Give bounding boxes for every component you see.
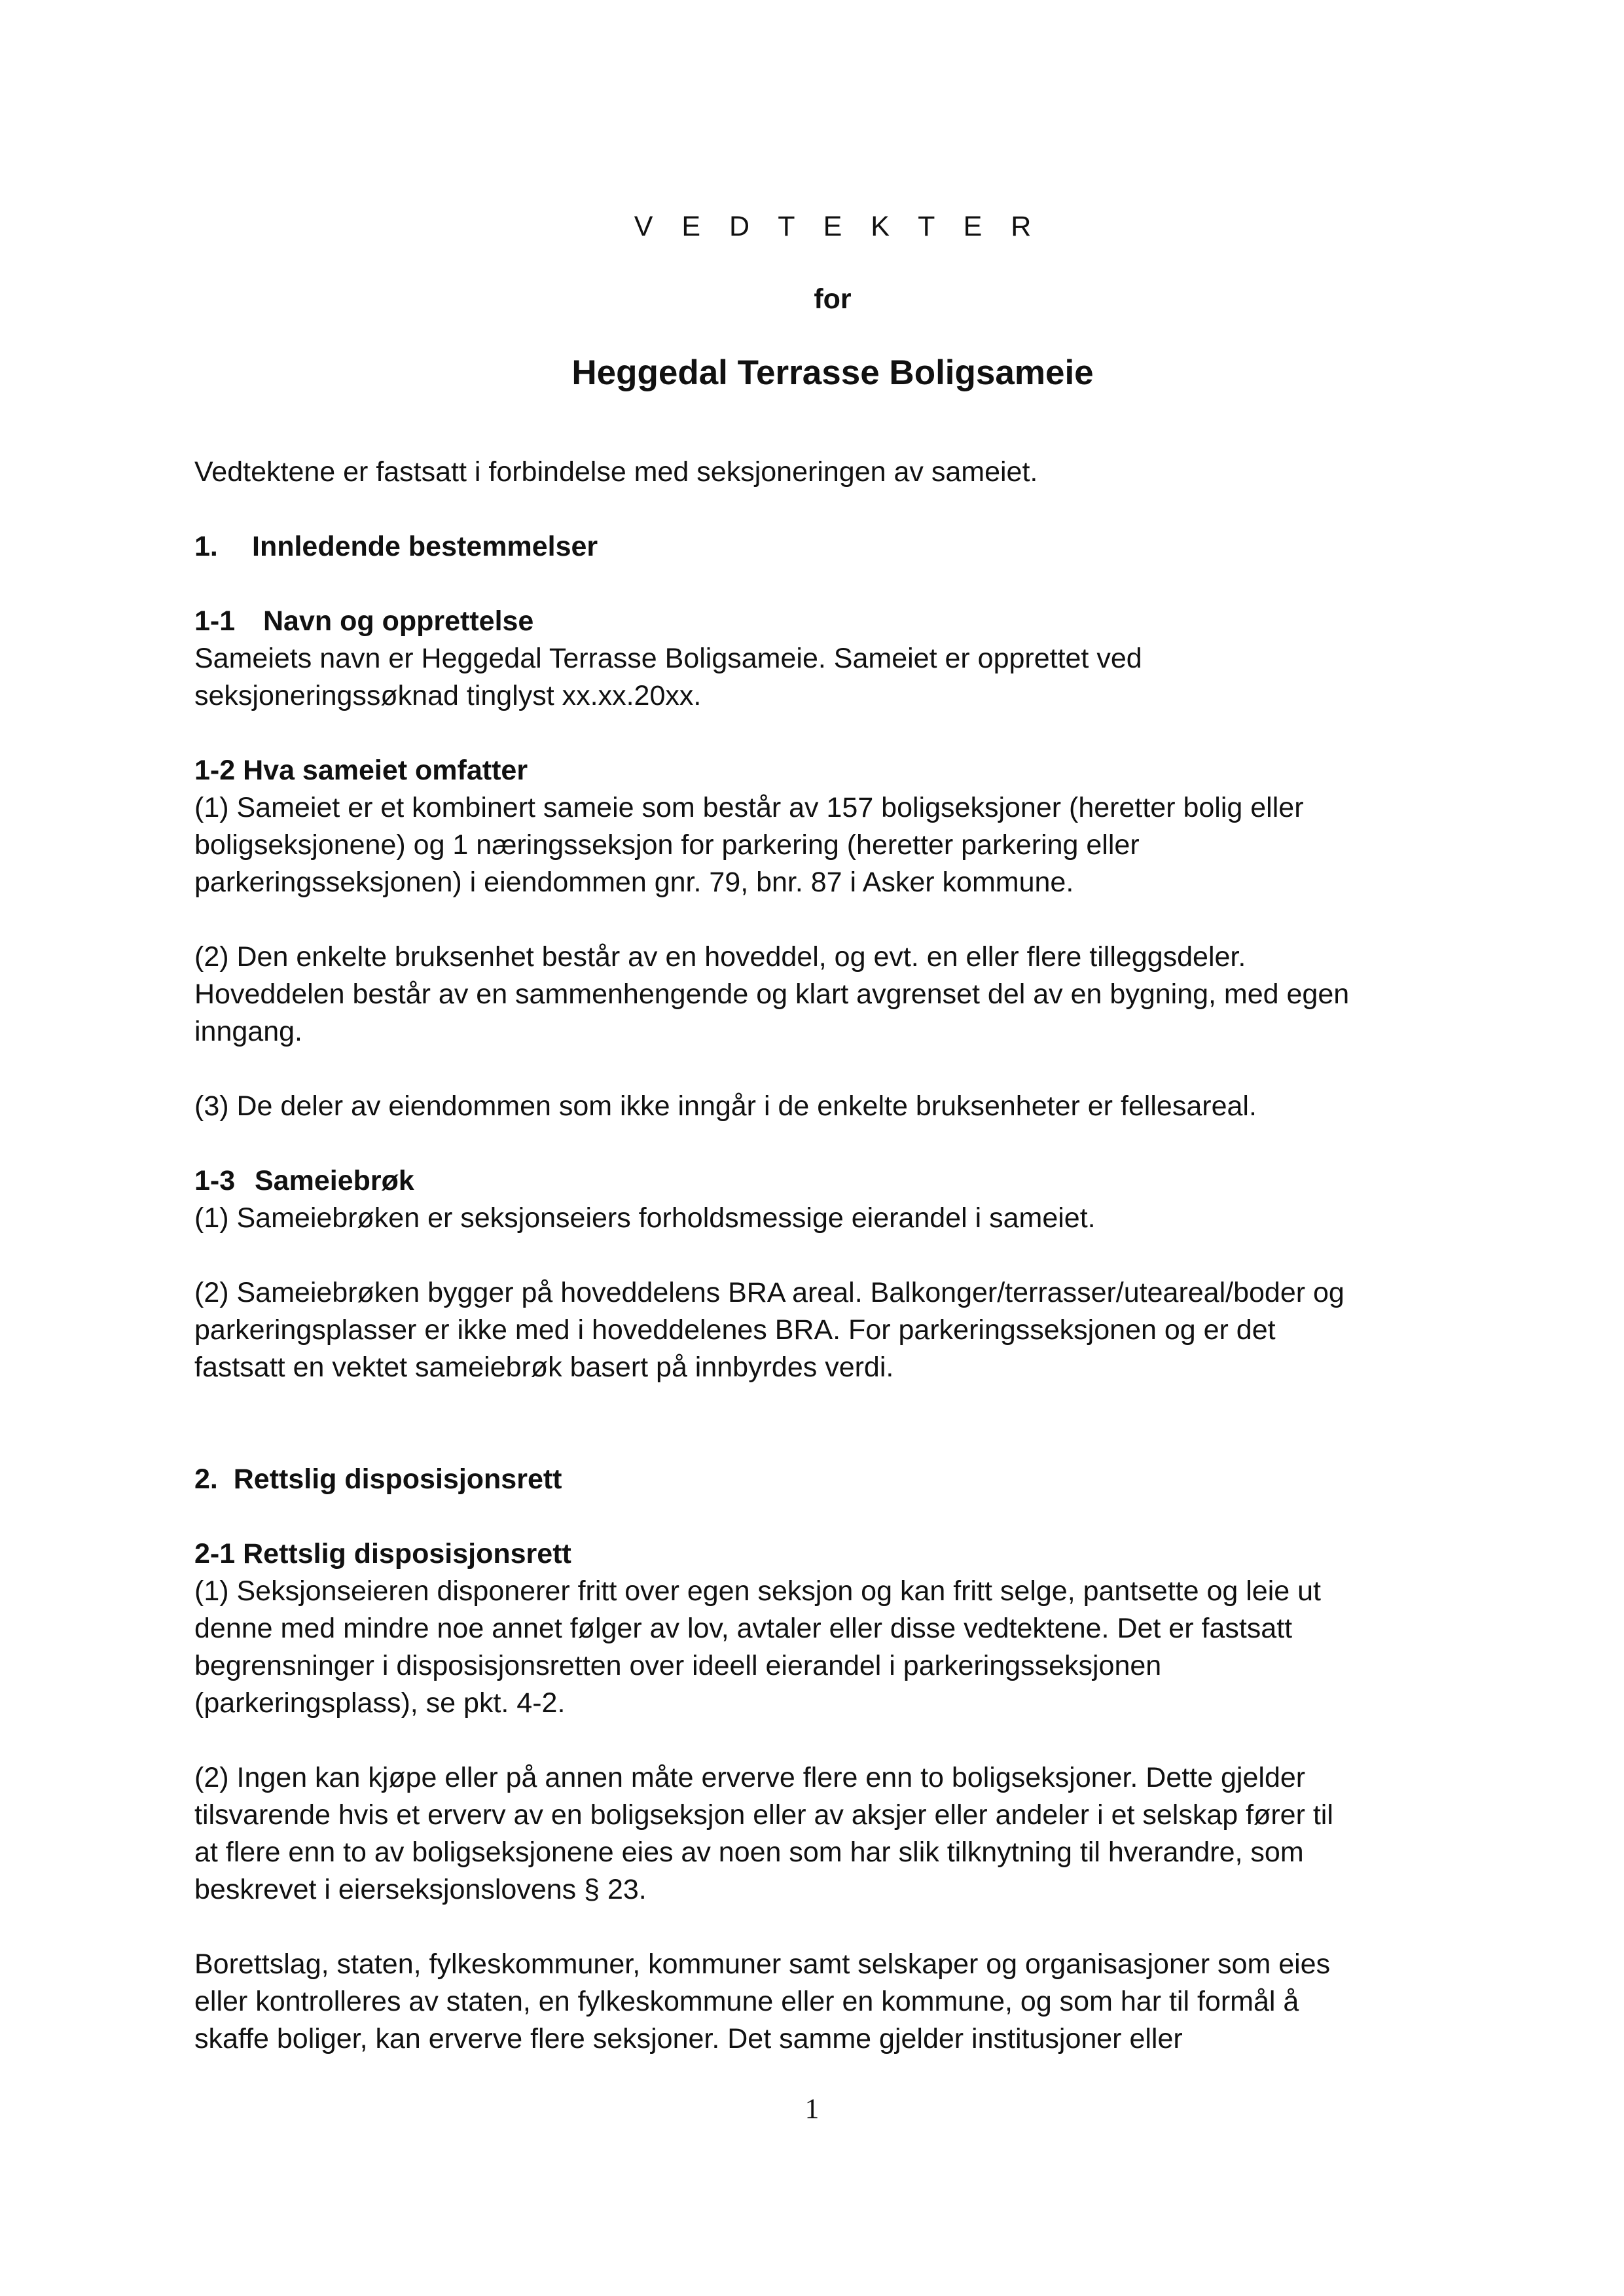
text-line: (parkeringsplass), se pkt. 4-2.	[194, 1687, 566, 1719]
subsection-1-2-paragraph-3	[194, 1088, 1471, 1125]
page-number: 1	[804, 2094, 820, 2125]
subsection-1-3-paragraph-2	[194, 1274, 1471, 1386]
text-line: at flere enn to av boligseksjonene eies av noen som har slik tilknytning til hverandre, som	[194, 1837, 1304, 1868]
text-line: fastsatt en vektet sameiebrøk basert på innbyrdes verdi.	[194, 1352, 894, 1383]
subsection-1-3-heading	[194, 1162, 1471, 1200]
text-line: (2) Sameiebrøken bygger på hoveddelens BRA areal. Balkonger/terrasser/uteareal/boder og	[194, 1277, 1344, 1308]
subsection-1-2-heading: 1-2 Hva sameiet omfatter	[194, 755, 528, 786]
document-title: V E D T E K T E R	[634, 211, 1042, 242]
text-line: parkeringsplasser er ikke med i hoveddelenes BRA. For parkeringsseksjonen og er det	[194, 1314, 1276, 1346]
text-line: begrensninger i disposisjonsretten over ideell eierandel i parkeringsseksjonen	[194, 1650, 1162, 1681]
text-line: tilsvarende hvis et erverv av en boligseksjon eller av aksjer eller andeler i et selskap fører til	[194, 1799, 1333, 1831]
document-for-line: for	[814, 283, 852, 315]
text-line: beskrevet i eierseksjonslovens § 23.	[194, 1874, 647, 1905]
subsection-1-1-number: 1-1	[194, 605, 236, 637]
section-1-number: 1.	[194, 531, 218, 562]
text-line: (2) Ingen kan kjøpe eller på annen måte erverve flere enn to boligseksjoner. Dette gjelder	[194, 1762, 1306, 1793]
text-line: Sameiets navn er Heggedal Terrasse Boligsameie. Sameiet er opprettet ved	[194, 643, 1142, 674]
subsection-2-1-paragraph-1	[194, 1573, 1471, 1722]
text-line: (1) Sameiebrøken er seksjonseiers forholdsmessige eierandel i sameiet.	[194, 1202, 1096, 1234]
subsection-2-1-paragraph-3	[194, 1946, 1471, 2058]
text-line: (2) Den enkelte bruksenhet består av en hoveddel, og evt. en eller flere tilleggsdeler.	[194, 941, 1246, 973]
text-line: Borettslag, staten, fylkeskommuner, kommuner samt selskaper og organisasjoner som eies	[194, 1948, 1331, 1980]
section-1-title: Innledende bestemmelser	[252, 531, 598, 562]
text-line: skaffe boliger, kan erverve flere seksjoner. Det samme gjelder institusjoner eller	[194, 2023, 1183, 2054]
subsection-1-3-title: Sameiebrøk	[255, 1165, 414, 1196]
text-line: (1) Seksjonseieren disponerer fritt over egen seksjon og kan fritt selge, pantsette og leie ut	[194, 1575, 1321, 1607]
subsection-2-1-heading: 2-1 Rettslig disposisjonsrett	[194, 1538, 571, 1570]
subsection-1-1-title: Navn og opprettelse	[263, 605, 534, 637]
text-line: (3) De deler av eiendommen som ikke inngår i de enkelte bruksenheter er fellesareal.	[194, 1090, 1257, 1122]
subsection-1-3-number: 1-3	[194, 1165, 236, 1196]
subsection-1-2-paragraph-1	[194, 789, 1471, 901]
subsection-1-3-paragraph-1	[194, 1200, 1471, 1237]
text-line: eller kontrolleres av staten, en fylkeskommune eller en kommune, og som har til formål å	[194, 1986, 1299, 2017]
section-2-heading: 2. Rettslig disposisjonsrett	[194, 1463, 562, 1495]
subsection-1-1-heading	[194, 603, 1471, 640]
document-body	[194, 208, 1471, 2058]
text-line: parkeringsseksjonen) i eiendommen gnr. 79, bnr. 87 i Asker kommune.	[194, 867, 1074, 898]
association-name: Heggedal Terrasse Boligsameie	[571, 353, 1094, 392]
text-line: (1) Sameiet er et kombinert sameie som består av 157 boligseksjoner (heretter bolig eller	[194, 792, 1304, 823]
text-line: seksjoneringssøknad tinglyst xx.xx.20xx.	[194, 680, 702, 711]
intro-paragraph: Vedtektene er fastsatt i forbindelse med seksjoneringen av sameiet.	[194, 456, 1038, 488]
text-line: Hoveddelen består av en sammenhengende og klart avgrenset del av en bygning, med egen	[194, 978, 1350, 1010]
text-line: inngang.	[194, 1016, 302, 1047]
subsection-1-1-text	[194, 640, 1471, 715]
text-line: denne med mindre noe annet følger av lov, avtaler eller disse vedtektene. Det er fastsatt	[194, 1613, 1293, 1644]
text-line: boligseksjonene) og 1 næringsseksjon for parkering (heretter parkering eller	[194, 829, 1140, 861]
subsection-2-1-paragraph-2	[194, 1759, 1471, 1909]
subsection-1-2-paragraph-2	[194, 939, 1471, 1050]
section-1-heading	[194, 528, 1471, 565]
